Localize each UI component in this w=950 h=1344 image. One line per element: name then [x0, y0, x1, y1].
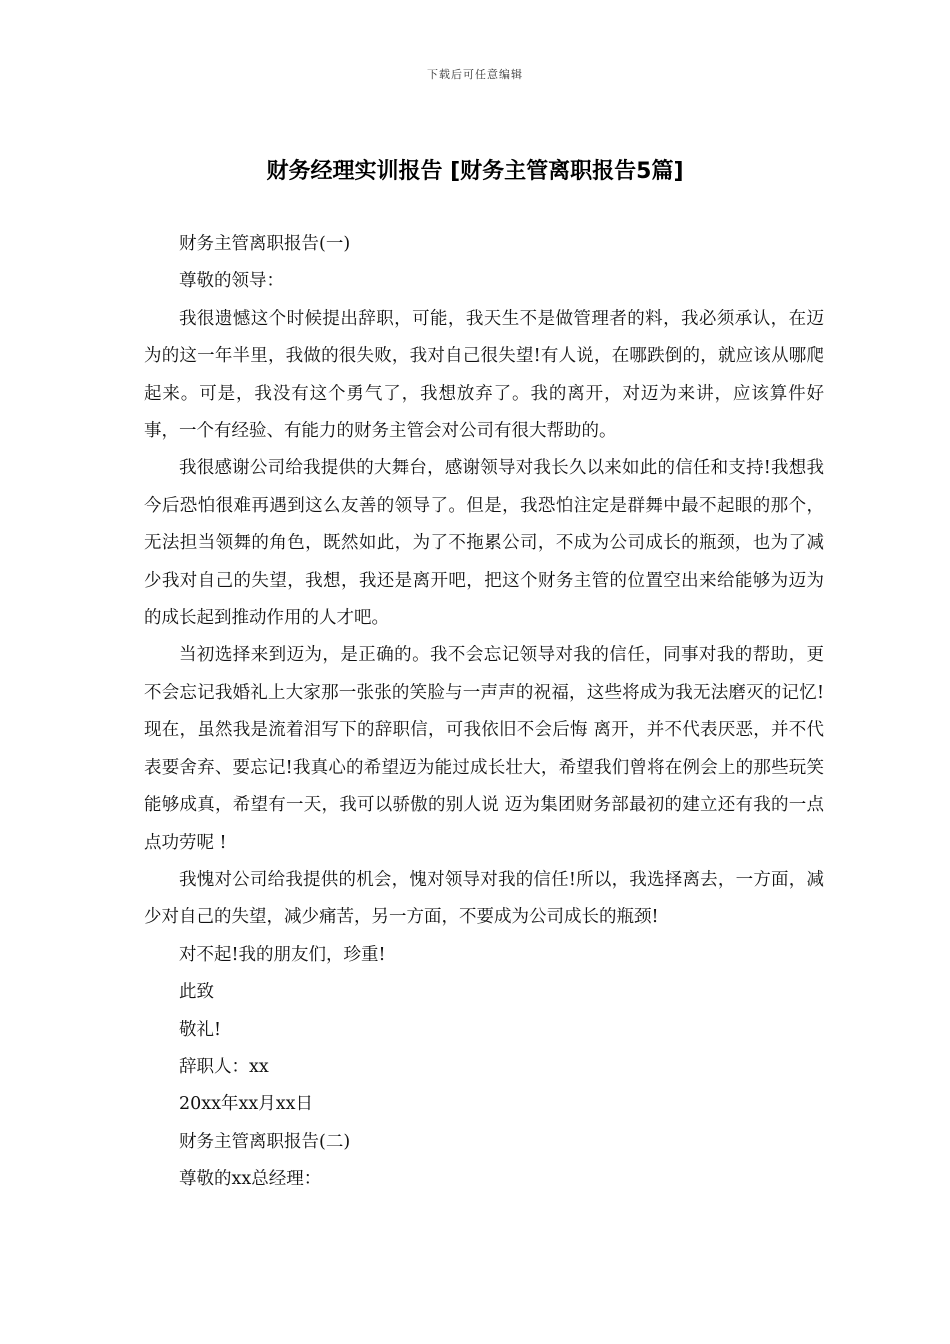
- body-paragraph: 我很感谢公司给我提供的大舞台，感谢领导对我长久以来如此的信任和支持!我想我今后恐怕很难再遇到这么友善的领导了。但是，我恐怕注定是群舞中最不起眼的那个，无法担当领舞的角色，既然如此，为了不拖累公司，不成为公司成长的瓶颈，也为了减少我对自己的失望，我想，我还是离开吧，把这个财务主管的位置空出来给能够为迈为的成长起到推动作用的人才吧。: [144, 458, 824, 629]
- signature-line: 辞职人：xx: [179, 1056, 269, 1077]
- section-heading: 财务主管离职报告(一): [179, 234, 351, 254]
- closing-line: 敬礼!: [179, 1019, 222, 1040]
- body-paragraph: 我很遗憾这个时候提出辞职，可能，我天生不是做管理者的料，我必须承认，在迈为的这一年半里，我做的很失败，我对自己很失望!有人说，在哪跌倒的，就应该从哪爬起来。可是，我没有这个勇气了，我想放弃了。我的离开，对迈为来讲，应该算件好事，一个有经验、有能力的财务主管会对公司有很大帮助的。: [144, 308, 824, 442]
- closing-line: 此致: [179, 982, 214, 1003]
- body-paragraph: 对不起!我的朋友们，珍重!: [179, 944, 386, 965]
- salutation: 尊敬的xx总经理：: [179, 1169, 322, 1190]
- document-title: 财务经理实训报告 [财务主管离职报告5篇]: [266, 159, 684, 184]
- salutation: 尊敬的领导：: [179, 271, 284, 292]
- section-heading: 财务主管离职报告(二): [179, 1131, 351, 1152]
- page-header-note: 下载后可任意编辑: [427, 68, 523, 81]
- document-body: [144, 226, 824, 1199]
- date-line: 20xx年xx月xx日: [179, 1094, 313, 1115]
- body-paragraph: 当初选择来到迈为，是正确的。我不会忘记领导对我的信任，同事对我的帮助，更不会忘记我婚礼上大家那一张张的笑脸与一声声的祝福，这些将成为我无法磨灭的记忆!现在，虽然我是流着泪写下的辞职信，可我依旧不会后悔 离开，并不代表厌恶，并不代表要舍弃、要忘记!我真心的希望迈为能过成长壮大，希望我们曾将在例会上的那些玩笑能够成真，希望有一天，我可以骄傲的别人说 迈为集团财务部最初的建立还有我的一点点功劳呢 !: [144, 645, 824, 853]
- body-paragraph: 我愧对公司给我提供的机会，愧对领导对我的信任!所以，我选择离去，一方面，减少对自己的失望，减少痛苦，另一方面，不要成为公司成长的瓶颈!: [144, 869, 824, 928]
